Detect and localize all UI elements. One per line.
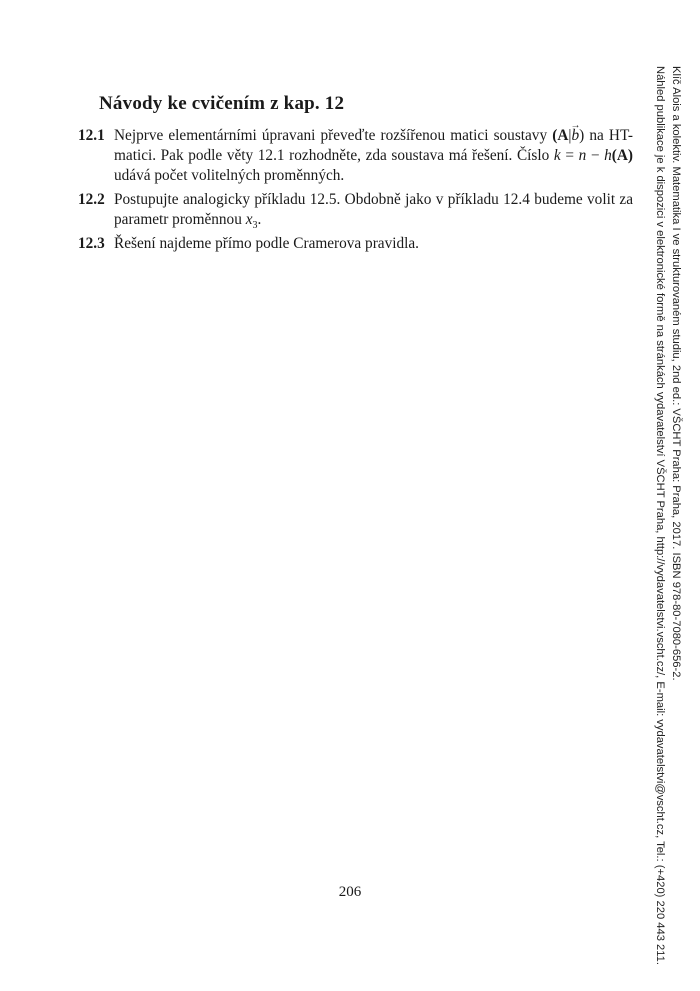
text-segment: udává počet volitelných proměnných.	[114, 167, 345, 184]
text-segment: Postupujte analogicky příkladu 12.5. Obdobně jako v příkladu 12.4 budeme volit za parametr proměnnou	[114, 191, 633, 228]
math-A: (A	[552, 127, 569, 144]
math-minus: −	[586, 147, 605, 164]
exercise-12-3	[78, 234, 633, 254]
math-k: k	[553, 147, 561, 164]
section-heading: Návody ke cvičením z kap. 12	[99, 93, 345, 114]
exercise-12-2	[78, 190, 633, 236]
math-h: h	[604, 147, 612, 164]
math-close-paren: )	[579, 127, 585, 144]
math-n: n	[578, 147, 587, 164]
math-x: x	[245, 211, 253, 228]
exercise-text: Řešení najdeme přímo podle Cramerova pravidla.	[114, 235, 419, 252]
text-segment: Nejprve elementárními úpravani převeďte rozšířenou matici soustavy	[114, 127, 553, 144]
math-subscript: 3	[252, 220, 258, 232]
math-equals: =	[560, 147, 579, 164]
text-segment: .	[257, 211, 262, 228]
exercise-text	[114, 126, 633, 186]
exercise-number: 12.1	[78, 127, 105, 144]
sidebar-contact: Náhled publikace je k dispozici v elektronické formě na stránkách vydavatelství VŠCHT Praha, http://vydavatelstvi.vscht.cz/, E-mail: vydavatelstvi@vscht.cz, Tel.: (+420) 220 443 211.	[654, 66, 666, 965]
exercise-number: 12.3	[78, 235, 105, 252]
math-bar: |	[568, 127, 572, 144]
math-A-paren: (A)	[611, 147, 634, 164]
page-number: 206	[338, 884, 362, 900]
math-vector-b: → b	[571, 127, 579, 144]
sidebar-citation: Klíč Alois a kolektiv. Matematika I ve strukturovaném studiu, 2nd ed.: VŠCHT Praha: Praha, 2017. ISBN 978-80-7080-656-2.	[670, 66, 682, 681]
math-matrix	[552, 127, 584, 144]
exercise-text	[114, 190, 633, 236]
exercise-12-1	[78, 126, 633, 186]
text-segment: na HT-matici. Pak podle věty 12.1 rozhodněte, zda soustava má řešení. Číslo	[114, 127, 633, 164]
exercise-number: 12.2	[78, 191, 105, 208]
